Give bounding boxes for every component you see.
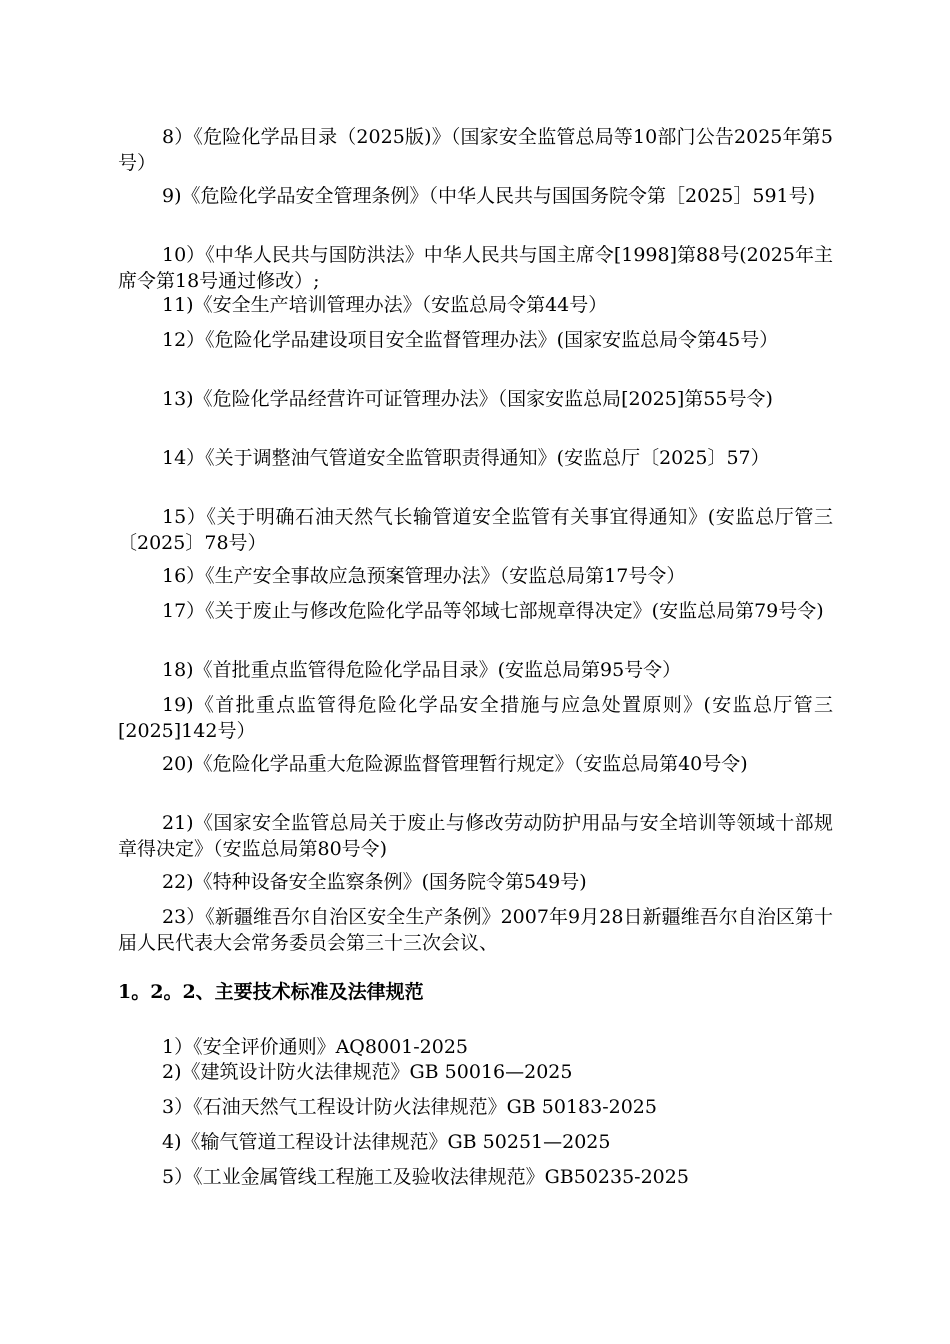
regulation-item: 22)《特种设备安全监察条例》(国务院令第549号) xyxy=(162,871,587,893)
regulation-item: 19)《首批重点监管得危险化学品安全措施与应急处置原则》(安监总厅管三[2025]142号） xyxy=(118,694,833,742)
standard-item: 5）《工业金属管线工程施工及验收法律规范》GB50235-2025 xyxy=(162,1166,689,1188)
regulation-item: 21)《国家安全监管总局关于废止与修改劳动防护用品与安全培训等领域十部规章得决定》（安监总局第80号令) xyxy=(118,812,833,860)
standard-item: 3）《石油天然气工程设计防火法律规范》GB 50183-2025 xyxy=(162,1096,657,1118)
regulation-item: 11)《安全生产培训管理办法》（安监总局令第44号） xyxy=(162,294,608,316)
regulation-item: 8）《危险化学品目录（2025版)》（国家安全监管总局等10部门公告2025年第5号） xyxy=(118,126,833,174)
regulation-item: 15）《关于明确石油天然气长输管道安全监管有关事宜得通知》(安监总厅管三〔2025〕78号） xyxy=(118,506,833,554)
regulation-item: 17）《关于废止与修改危险化学品等邻域七部规章得决定》(安监总局第79号令) xyxy=(162,600,824,622)
regulation-item: 14）《关于调整油气管道安全监管职责得通知》(安监总厅〔2025〕57） xyxy=(162,447,770,469)
regulation-item: 10）《中华人民共与国防洪法》中华人民共与国主席令[1998]第88号(2025年主席令第18号通过修改）; xyxy=(118,244,833,292)
regulation-item: 12）《危险化学品建设项目安全监督管理办法》(国家安监总局令第45号） xyxy=(162,329,779,351)
regulation-item: 9)《危险化学品安全管理条例》（中华人民共与国国务院令第［2025］591号) xyxy=(162,185,816,207)
standard-item: 1）《安全评价通则》AQ8001-2025 xyxy=(162,1036,469,1058)
regulation-item: 23）《新疆维吾尔自治区安全生产条例》2007年9月28日新疆维吾尔自治区第十届人民代表大会常务委员会第三十三次会议、 xyxy=(118,906,833,954)
regulation-item: 18)《首批重点监管得危险化学品目录》(安监总局第95号令） xyxy=(162,659,682,681)
standard-item: 4)《输气管道工程设计法律规范》GB 50251—2025 xyxy=(162,1131,611,1153)
section-heading: 1。2。2、主要技术标准及法律规范 xyxy=(118,981,424,1003)
standard-item: 2)《建筑设计防火法律规范》GB 50016—2025 xyxy=(162,1061,573,1083)
regulation-item: 16）《生产安全事故应急预案管理办法》（安监总局第17号令） xyxy=(162,565,686,587)
regulation-item: 20)《危险化学品重大危险源监督管理暂行规定》（安监总局第40号令) xyxy=(162,753,748,775)
regulation-item: 13)《危险化学品经营许可证管理办法》（国家安监总局[2025]第55号令) xyxy=(162,388,773,410)
